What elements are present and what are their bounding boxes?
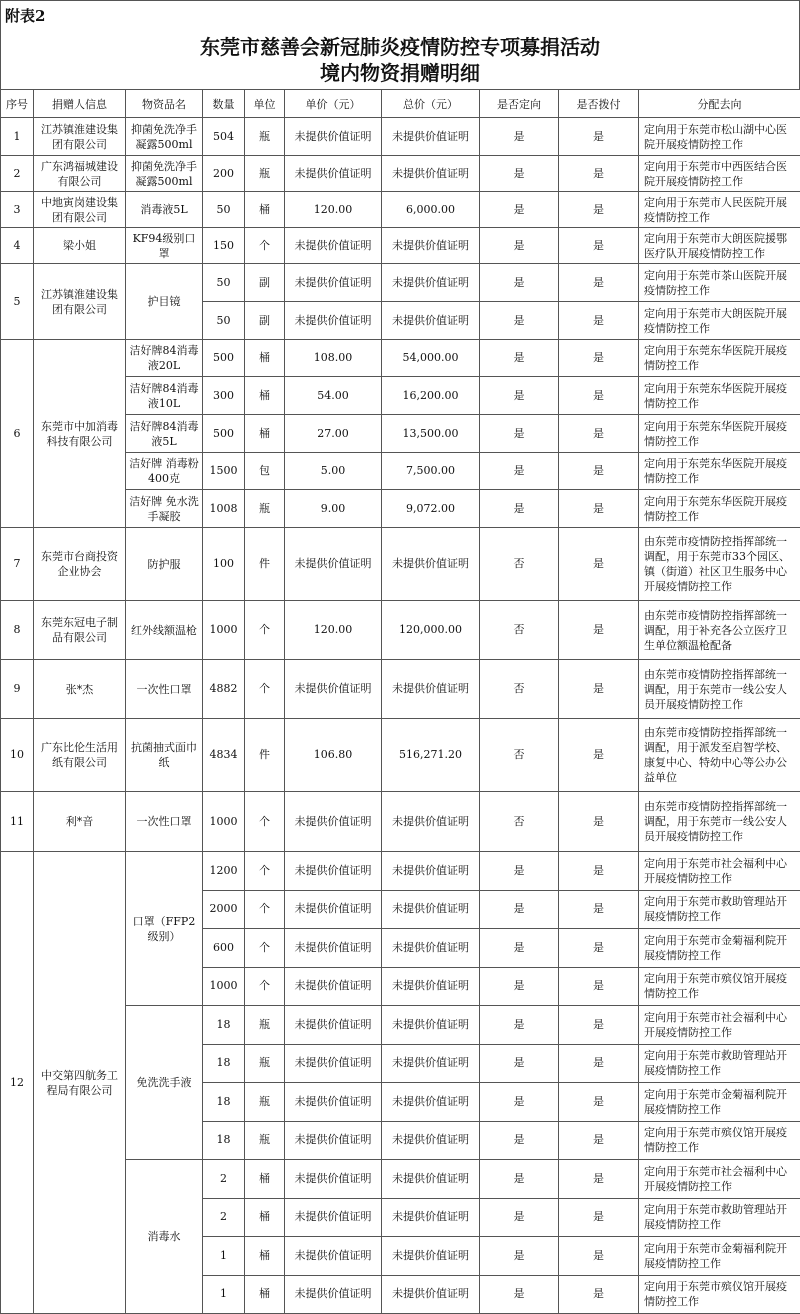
unit-price-cell: 120.00 [285,601,382,660]
header-directed: 是否定向 [480,90,559,118]
unit-price-cell: 54.00 [285,377,382,415]
item-name: 一次性口罩 [126,792,203,852]
directed-cell: 是 [480,264,559,302]
unit-cell: 桶 [245,377,285,415]
donor-name: 东莞东冠电子制品有限公司 [34,601,126,660]
directed-cell: 否 [480,792,559,852]
destination-cell: 定向用于东莞市殡仪馆开展疫情防控工作 [639,1275,800,1314]
paid-cell: 是 [559,792,639,852]
directed-cell: 否 [480,528,559,601]
header-paid: 是否拨付 [559,90,639,118]
unit-cell: 个 [245,929,285,968]
row-number: 5 [1,264,34,340]
item-name: 消毒液5L [126,192,203,228]
row-number: 11 [1,792,34,852]
quantity-cell: 50 [203,264,245,302]
table-row [1,340,800,377]
unit-cell: 桶 [245,1237,285,1276]
unit-price-cell: 未提供价值证明 [285,1006,382,1045]
paid-cell: 是 [559,415,639,453]
directed-cell: 是 [480,1044,559,1083]
quantity-cell: 600 [203,929,245,968]
donor-name: 梁小姐 [34,228,126,264]
destination-cell: 定向用于东莞市茶山医院开展疫情防控工作 [639,264,800,302]
header-donor: 捐赠人信息 [34,90,126,118]
quantity-cell: 4882 [203,660,245,719]
unit-cell: 个 [245,228,285,264]
directed-cell: 是 [480,118,559,156]
title-line-1: 东莞市慈善会新冠肺炎疫情防控专项募捐活动 [1,34,799,60]
document-title [0,30,800,89]
quantity-cell: 50 [203,192,245,228]
unit-price-cell: 27.00 [285,415,382,453]
unit-price-cell: 5.00 [285,453,382,490]
paid-cell: 是 [559,852,639,891]
unit-cell: 桶 [245,192,285,228]
total-price-cell: 未提供价值证明 [382,1198,480,1237]
donor-name: 广东鸿福城建设有限公司 [34,156,126,192]
table-header-row [1,90,800,118]
paid-cell: 是 [559,1237,639,1276]
directed-cell: 是 [480,192,559,228]
unit-cell: 件 [245,528,285,601]
unit-price-cell: 9.00 [285,490,382,528]
destination-cell: 定向用于东莞市大朗医院开展疫情防控工作 [639,302,800,340]
paid-cell: 是 [559,1198,639,1237]
unit-price-cell: 未提供价值证明 [285,852,382,891]
header-qty: 数量 [203,90,245,118]
total-price-cell: 未提供价值证明 [382,890,480,929]
directed-cell: 是 [480,929,559,968]
destination-cell: 定向用于东莞市金菊福利院开展疫情防控工作 [639,1237,800,1276]
directed-cell: 是 [480,852,559,891]
row-number: 12 [1,852,34,1314]
row-number: 10 [1,719,34,792]
header-no: 序号 [1,90,34,118]
total-price-cell: 未提供价值证明 [382,302,480,340]
paid-cell: 是 [559,528,639,601]
directed-cell: 是 [480,1006,559,1045]
unit-price-cell: 未提供价值证明 [285,792,382,852]
directed-cell: 是 [480,967,559,1006]
unit-price-cell: 未提供价值证明 [285,528,382,601]
destination-cell: 由东莞市疫情防控指挥部统一调配，用于派发至启智学校、康复中心、特幼中心等公办公益单位 [639,719,800,792]
total-price-cell: 未提供价值证明 [382,1275,480,1314]
paid-cell: 是 [559,453,639,490]
destination-cell: 定向用于东莞市金菊福利院开展疫情防控工作 [639,1083,800,1122]
table-row [1,719,800,792]
unit-cell: 瓶 [245,118,285,156]
directed-cell: 是 [480,156,559,192]
row-number: 2 [1,156,34,192]
unit-cell: 桶 [245,340,285,377]
quantity-cell: 1 [203,1275,245,1314]
unit-cell: 个 [245,792,285,852]
unit-price-cell: 未提供价值证明 [285,967,382,1006]
item-name: 消毒水 [126,1160,203,1314]
quantity-cell: 1 [203,1237,245,1276]
unit-cell: 桶 [245,1198,285,1237]
destination-cell: 由东莞市疫情防控指挥部统一调配，用于东莞市一线公安人员开展疫情防控工作 [639,660,800,719]
unit-price-cell: 未提供价值证明 [285,890,382,929]
quantity-cell: 18 [203,1006,245,1045]
destination-cell: 定向用于东莞市救助管理站开展疫情防控工作 [639,1044,800,1083]
quantity-cell: 100 [203,528,245,601]
total-price-cell: 13,500.00 [382,415,480,453]
unit-cell: 包 [245,453,285,490]
row-number: 4 [1,228,34,264]
paid-cell: 是 [559,377,639,415]
donation-table [0,89,800,1314]
unit-price-cell: 108.00 [285,340,382,377]
quantity-cell: 504 [203,118,245,156]
unit-cell: 副 [245,302,285,340]
row-number: 6 [1,340,34,528]
total-price-cell: 未提供价值证明 [382,156,480,192]
table-row [1,192,800,228]
paid-cell: 是 [559,228,639,264]
directed-cell: 是 [480,1121,559,1160]
unit-cell: 件 [245,719,285,792]
donor-name: 江苏镇淮建设集团有限公司 [34,264,126,340]
directed-cell: 是 [480,228,559,264]
quantity-cell: 18 [203,1121,245,1160]
row-number: 1 [1,118,34,156]
quantity-cell: 2 [203,1198,245,1237]
table-row [1,601,800,660]
directed-cell: 否 [480,719,559,792]
unit-cell: 桶 [245,1275,285,1314]
unit-price-cell: 未提供价值证明 [285,660,382,719]
directed-cell: 是 [480,1237,559,1276]
unit-cell: 瓶 [245,156,285,192]
quantity-cell: 2000 [203,890,245,929]
destination-cell: 定向用于东莞东华医院开展疫情防控工作 [639,415,800,453]
unit-cell: 桶 [245,1160,285,1199]
unit-cell: 瓶 [245,1121,285,1160]
destination-cell: 定向用于东莞市殡仪馆开展疫情防控工作 [639,1121,800,1160]
unit-cell: 瓶 [245,1006,285,1045]
paid-cell: 是 [559,156,639,192]
quantity-cell: 500 [203,415,245,453]
quantity-cell: 300 [203,377,245,415]
table-row [1,792,800,852]
item-name: 免洗洗手液 [126,1006,203,1160]
quantity-cell: 2 [203,1160,245,1199]
total-price-cell: 未提供价值证明 [382,660,480,719]
table-row [1,528,800,601]
quantity-cell: 200 [203,156,245,192]
table-row [1,264,800,302]
header-unit-price: 单价（元） [285,90,382,118]
unit-cell: 瓶 [245,1083,285,1122]
item-name: 抑菌免洗净手凝露500ml [126,156,203,192]
total-price-cell: 7,500.00 [382,453,480,490]
row-number: 9 [1,660,34,719]
destination-cell: 定向用于东莞市社会福利中心开展疫情防控工作 [639,1160,800,1199]
directed-cell: 是 [480,1160,559,1199]
item-name: 洁好牌84消毒液20L [126,340,203,377]
paid-cell: 是 [559,264,639,302]
total-price-cell: 120,000.00 [382,601,480,660]
donor-name: 东莞市中加消毒科技有限公司 [34,340,126,528]
directed-cell: 是 [480,453,559,490]
destination-cell: 定向用于东莞市松山湖中心医院开展疫情防控工作 [639,118,800,156]
unit-price-cell: 未提供价值证明 [285,264,382,302]
total-price-cell: 16,200.00 [382,377,480,415]
unit-price-cell: 未提供价值证明 [285,228,382,264]
directed-cell: 否 [480,660,559,719]
table-row [1,852,800,891]
total-price-cell: 未提供价值证明 [382,264,480,302]
table-row [1,228,800,264]
table-row [1,660,800,719]
quantity-cell: 18 [203,1083,245,1122]
quantity-cell: 1000 [203,792,245,852]
unit-price-cell: 未提供价值证明 [285,1121,382,1160]
unit-price-cell: 未提供价值证明 [285,156,382,192]
directed-cell: 是 [480,340,559,377]
item-name: 洁好牌84消毒液5L [126,415,203,453]
paid-cell: 是 [559,302,639,340]
directed-cell: 是 [480,377,559,415]
paid-cell: 是 [559,929,639,968]
paid-cell: 是 [559,601,639,660]
table-body [1,118,800,1314]
donor-name: 广东比伦生活用纸有限公司 [34,719,126,792]
directed-cell: 是 [480,302,559,340]
row-number: 3 [1,192,34,228]
total-price-cell: 6,000.00 [382,192,480,228]
paid-cell: 是 [559,660,639,719]
destination-cell: 定向用于东莞市社会福利中心开展疫情防控工作 [639,1006,800,1045]
destination-cell: 定向用于东莞市殡仪馆开展疫情防控工作 [639,967,800,1006]
total-price-cell: 9,072.00 [382,490,480,528]
total-price-cell: 未提供价值证明 [382,1006,480,1045]
paid-cell: 是 [559,1160,639,1199]
item-name: 口罩（FFP2级别） [126,852,203,1006]
unit-cell: 瓶 [245,1044,285,1083]
paid-cell: 是 [559,118,639,156]
unit-cell: 副 [245,264,285,302]
total-price-cell: 未提供价值证明 [382,118,480,156]
quantity-cell: 1008 [203,490,245,528]
destination-cell: 定向用于东莞市中西医结合医院开展疫情防控工作 [639,156,800,192]
donor-name: 中交第四航务工程局有限公司 [34,852,126,1314]
donor-name: 东莞市台商投资企业协会 [34,528,126,601]
directed-cell: 是 [480,490,559,528]
paid-cell: 是 [559,1275,639,1314]
paid-cell: 是 [559,890,639,929]
item-name: 红外线额温枪 [126,601,203,660]
row-number: 8 [1,601,34,660]
directed-cell: 是 [480,1198,559,1237]
item-name: 抑菌免洗净手凝露500ml [126,118,203,156]
header-unit: 单位 [245,90,285,118]
item-name: KF94级别口罩 [126,228,203,264]
total-price-cell: 未提供价值证明 [382,1083,480,1122]
paid-cell: 是 [559,340,639,377]
paid-cell: 是 [559,719,639,792]
unit-cell: 瓶 [245,490,285,528]
destination-cell: 由东莞市疫情防控指挥部统一调配，用于东莞市33个园区、镇（街道）社区卫生服务中心开展疫情防控工作 [639,528,800,601]
row-number: 7 [1,528,34,601]
paid-cell: 是 [559,490,639,528]
unit-price-cell: 未提供价值证明 [285,1160,382,1199]
unit-cell: 个 [245,660,285,719]
unit-price-cell: 未提供价值证明 [285,1198,382,1237]
directed-cell: 是 [480,1083,559,1122]
item-name: 一次性口罩 [126,660,203,719]
item-name: 防护服 [126,528,203,601]
destination-cell: 定向用于东莞东华医院开展疫情防控工作 [639,490,800,528]
unit-price-cell: 未提供价值证明 [285,1237,382,1276]
destination-cell: 由东莞市疫情防控指挥部统一调配，用于补充各公立医疗卫生单位额温枪配备 [639,601,800,660]
table-row [1,118,800,156]
destination-cell: 由东莞市疫情防控指挥部统一调配，用于东莞市一线公安人员开展疫情防控工作 [639,792,800,852]
destination-cell: 定向用于东莞东华医院开展疫情防控工作 [639,453,800,490]
header-destination: 分配去向 [639,90,800,118]
paid-cell: 是 [559,1121,639,1160]
paid-cell: 是 [559,1083,639,1122]
item-name: 洁好牌 消毒粉400克 [126,453,203,490]
unit-price-cell: 未提供价值证明 [285,302,382,340]
total-price-cell: 未提供价值证明 [382,792,480,852]
destination-cell: 定向用于东莞市人民医院开展疫情防控工作 [639,192,800,228]
total-price-cell: 未提供价值证明 [382,228,480,264]
unit-price-cell: 120.00 [285,192,382,228]
header-item: 物资品名 [126,90,203,118]
destination-cell: 定向用于东莞市救助管理站开展疫情防控工作 [639,890,800,929]
quantity-cell: 1200 [203,852,245,891]
destination-cell: 定向用于东莞市金菊福利院开展疫情防控工作 [639,929,800,968]
appendix-label: 附表2 [0,0,800,30]
quantity-cell: 150 [203,228,245,264]
total-price-cell: 516,271.20 [382,719,480,792]
total-price-cell: 未提供价值证明 [382,852,480,891]
unit-price-cell: 未提供价值证明 [285,1083,382,1122]
total-price-cell: 未提供价值证明 [382,528,480,601]
paid-cell: 是 [559,967,639,1006]
quantity-cell: 500 [203,340,245,377]
item-name: 抗菌抽式面巾纸 [126,719,203,792]
unit-cell: 个 [245,890,285,929]
item-name: 护目镜 [126,264,203,340]
quantity-cell: 1000 [203,967,245,1006]
unit-cell: 个 [245,852,285,891]
quantity-cell: 4834 [203,719,245,792]
total-price-cell: 54,000.00 [382,340,480,377]
unit-price-cell: 未提供价值证明 [285,1044,382,1083]
total-price-cell: 未提供价值证明 [382,967,480,1006]
title-line-2: 境内物资捐赠明细 [1,60,799,86]
quantity-cell: 18 [203,1044,245,1083]
directed-cell: 否 [480,601,559,660]
unit-price-cell: 106.80 [285,719,382,792]
directed-cell: 是 [480,415,559,453]
directed-cell: 是 [480,890,559,929]
unit-cell: 个 [245,967,285,1006]
unit-cell: 桶 [245,415,285,453]
donor-name: 中地寅岗建设集团有限公司 [34,192,126,228]
unit-price-cell: 未提供价值证明 [285,929,382,968]
header-total-price: 总价（元） [382,90,480,118]
total-price-cell: 未提供价值证明 [382,929,480,968]
destination-cell: 定向用于东莞市救助管理站开展疫情防控工作 [639,1198,800,1237]
quantity-cell: 1500 [203,453,245,490]
unit-cell: 个 [245,601,285,660]
total-price-cell: 未提供价值证明 [382,1044,480,1083]
destination-cell: 定向用于东莞市大朗医院援鄂医疗队开展疫情防控工作 [639,228,800,264]
item-name: 洁好牌84消毒液10L [126,377,203,415]
unit-price-cell: 未提供价值证明 [285,118,382,156]
unit-price-cell: 未提供价值证明 [285,1275,382,1314]
table-row [1,156,800,192]
paid-cell: 是 [559,1006,639,1045]
destination-cell: 定向用于东莞东华医院开展疫情防控工作 [639,377,800,415]
total-price-cell: 未提供价值证明 [382,1160,480,1199]
total-price-cell: 未提供价值证明 [382,1121,480,1160]
directed-cell: 是 [480,1275,559,1314]
donor-name: 张*杰 [34,660,126,719]
total-price-cell: 未提供价值证明 [382,1237,480,1276]
donor-name: 江苏镇淮建设集团有限公司 [34,118,126,156]
quantity-cell: 1000 [203,601,245,660]
item-name: 洁好牌 免水洗手凝胶 [126,490,203,528]
paid-cell: 是 [559,192,639,228]
paid-cell: 是 [559,1044,639,1083]
destination-cell: 定向用于东莞市社会福利中心开展疫情防控工作 [639,852,800,891]
destination-cell: 定向用于东莞东华医院开展疫情防控工作 [639,340,800,377]
donor-name: 利*音 [34,792,126,852]
quantity-cell: 50 [203,302,245,340]
